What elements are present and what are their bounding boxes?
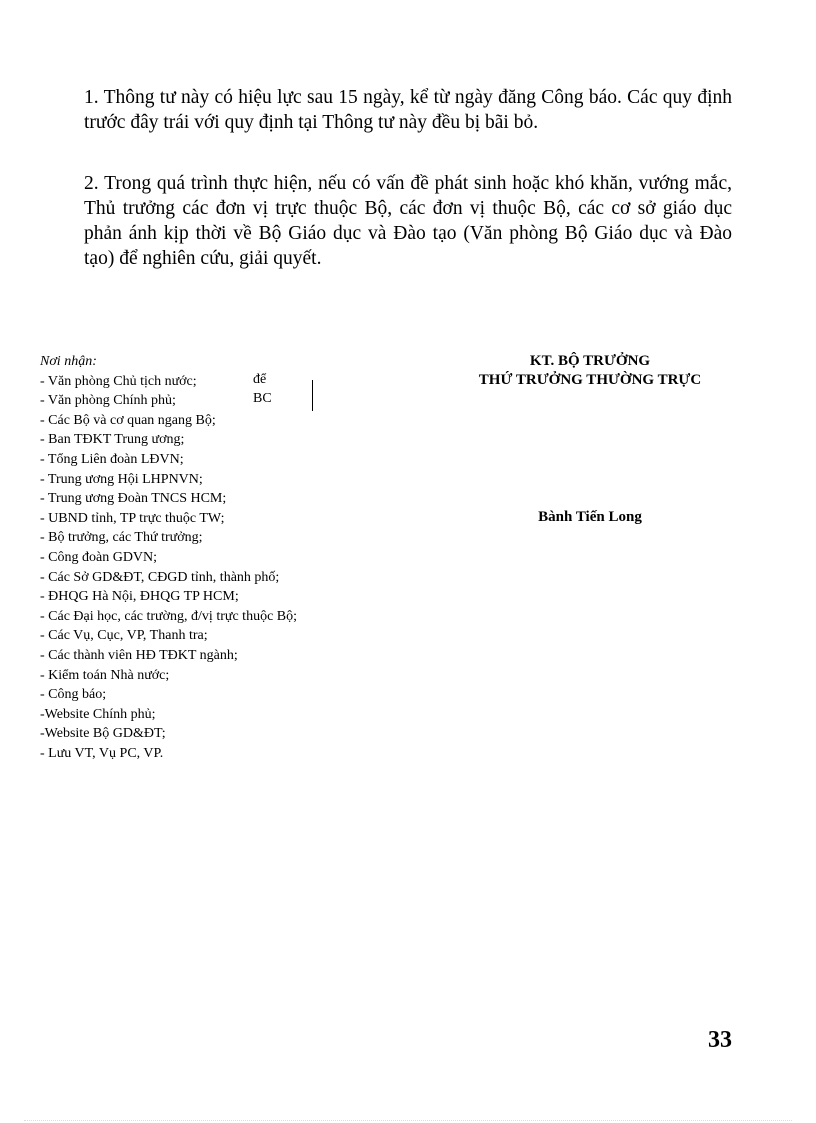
recipient-item: - Trung ương Hội LHPNVN; <box>40 471 203 487</box>
recipient-item: - Bộ trưởng, các Thứ trưởng; <box>40 530 203 546</box>
recipient-item: -Website Bộ GD&ĐT; <box>40 726 166 742</box>
page-bottom-rule <box>24 1120 792 1121</box>
recipient-item: - UBND tỉnh, TP trực thuộc TW; <box>40 510 225 526</box>
recipient-item: - Công đoàn GDVN; <box>40 549 158 565</box>
report-note-bc: BC <box>253 391 272 406</box>
signer-name: Bành Tiến Long <box>538 509 642 525</box>
report-bracket <box>312 380 313 411</box>
recipient-item: - Các Đại học, các trường, đ/vị trực thuộc Bộ; <box>40 608 298 624</box>
recipient-item: - Lưu VT, Vụ PC, VP. <box>40 745 164 761</box>
recipient-item: - Các Sở GD&ĐT, CĐGD tỉnh, thành phố; <box>40 569 280 585</box>
paragraph-implementation: 2. Trong quá trình thực hiện, nếu có vấn đề phát sinh hoặc khó khăn, vướng mắc, Thủ trưởng các đơn vị trực thuộc Bộ, các đơn vị thuộc Bộ, các cơ sở giáo dục phản ánh kịp thời về Bộ Giáo dục và Đào tạo (Văn phòng Bộ Giáo dục và Đào tạo) để nghiên cứu, giải quyết. <box>84 173 732 269</box>
recipient-item: - ĐHQG Hà Nội, ĐHQG TP HCM; <box>40 589 239 605</box>
recipient-item: - Ban TĐKT Trung ương; <box>40 432 185 448</box>
recipients-list <box>40 352 380 763</box>
recipient-item: - Công báo; <box>40 687 107 703</box>
recipient-item: - Trung ương Đoàn TNCS HCM; <box>40 491 227 507</box>
paragraph-effective-date: 1. Thông tư này có hiệu lực sau 15 ngày, kể từ ngày đăng Công báo. Các quy định trước đây trái với quy định tại Thông tư này đều bị bãi bỏ. <box>84 87 732 133</box>
recipient-item: - Các Vụ, Cục, VP, Thanh tra; <box>40 628 208 644</box>
report-note-de: để <box>253 372 267 387</box>
recipient-item: - Tổng Liên đoàn LĐVN; <box>40 451 184 467</box>
recipient-item: - Các thành viên HĐ TĐKT ngành; <box>40 647 238 663</box>
recipients-label: Nơi nhận: <box>40 354 97 369</box>
page-number: 33 <box>708 1027 732 1053</box>
recipient-item: - Văn phòng Chính phủ; <box>40 393 176 409</box>
recipient-item: -Website Chính phủ; <box>40 706 156 722</box>
recipient-item: - Các Bộ và cơ quan ngang Bộ; <box>40 412 216 428</box>
recipient-item: - Văn phòng Chủ tịch nước; <box>40 373 197 389</box>
recipient-item: - Kiểm toán Nhà nước; <box>40 667 170 683</box>
signature-authority: KT. BỘ TRƯỞNG <box>529 353 651 369</box>
signature-title: THỨ TRƯỞNG THƯỜNG TRỰC <box>478 372 702 388</box>
